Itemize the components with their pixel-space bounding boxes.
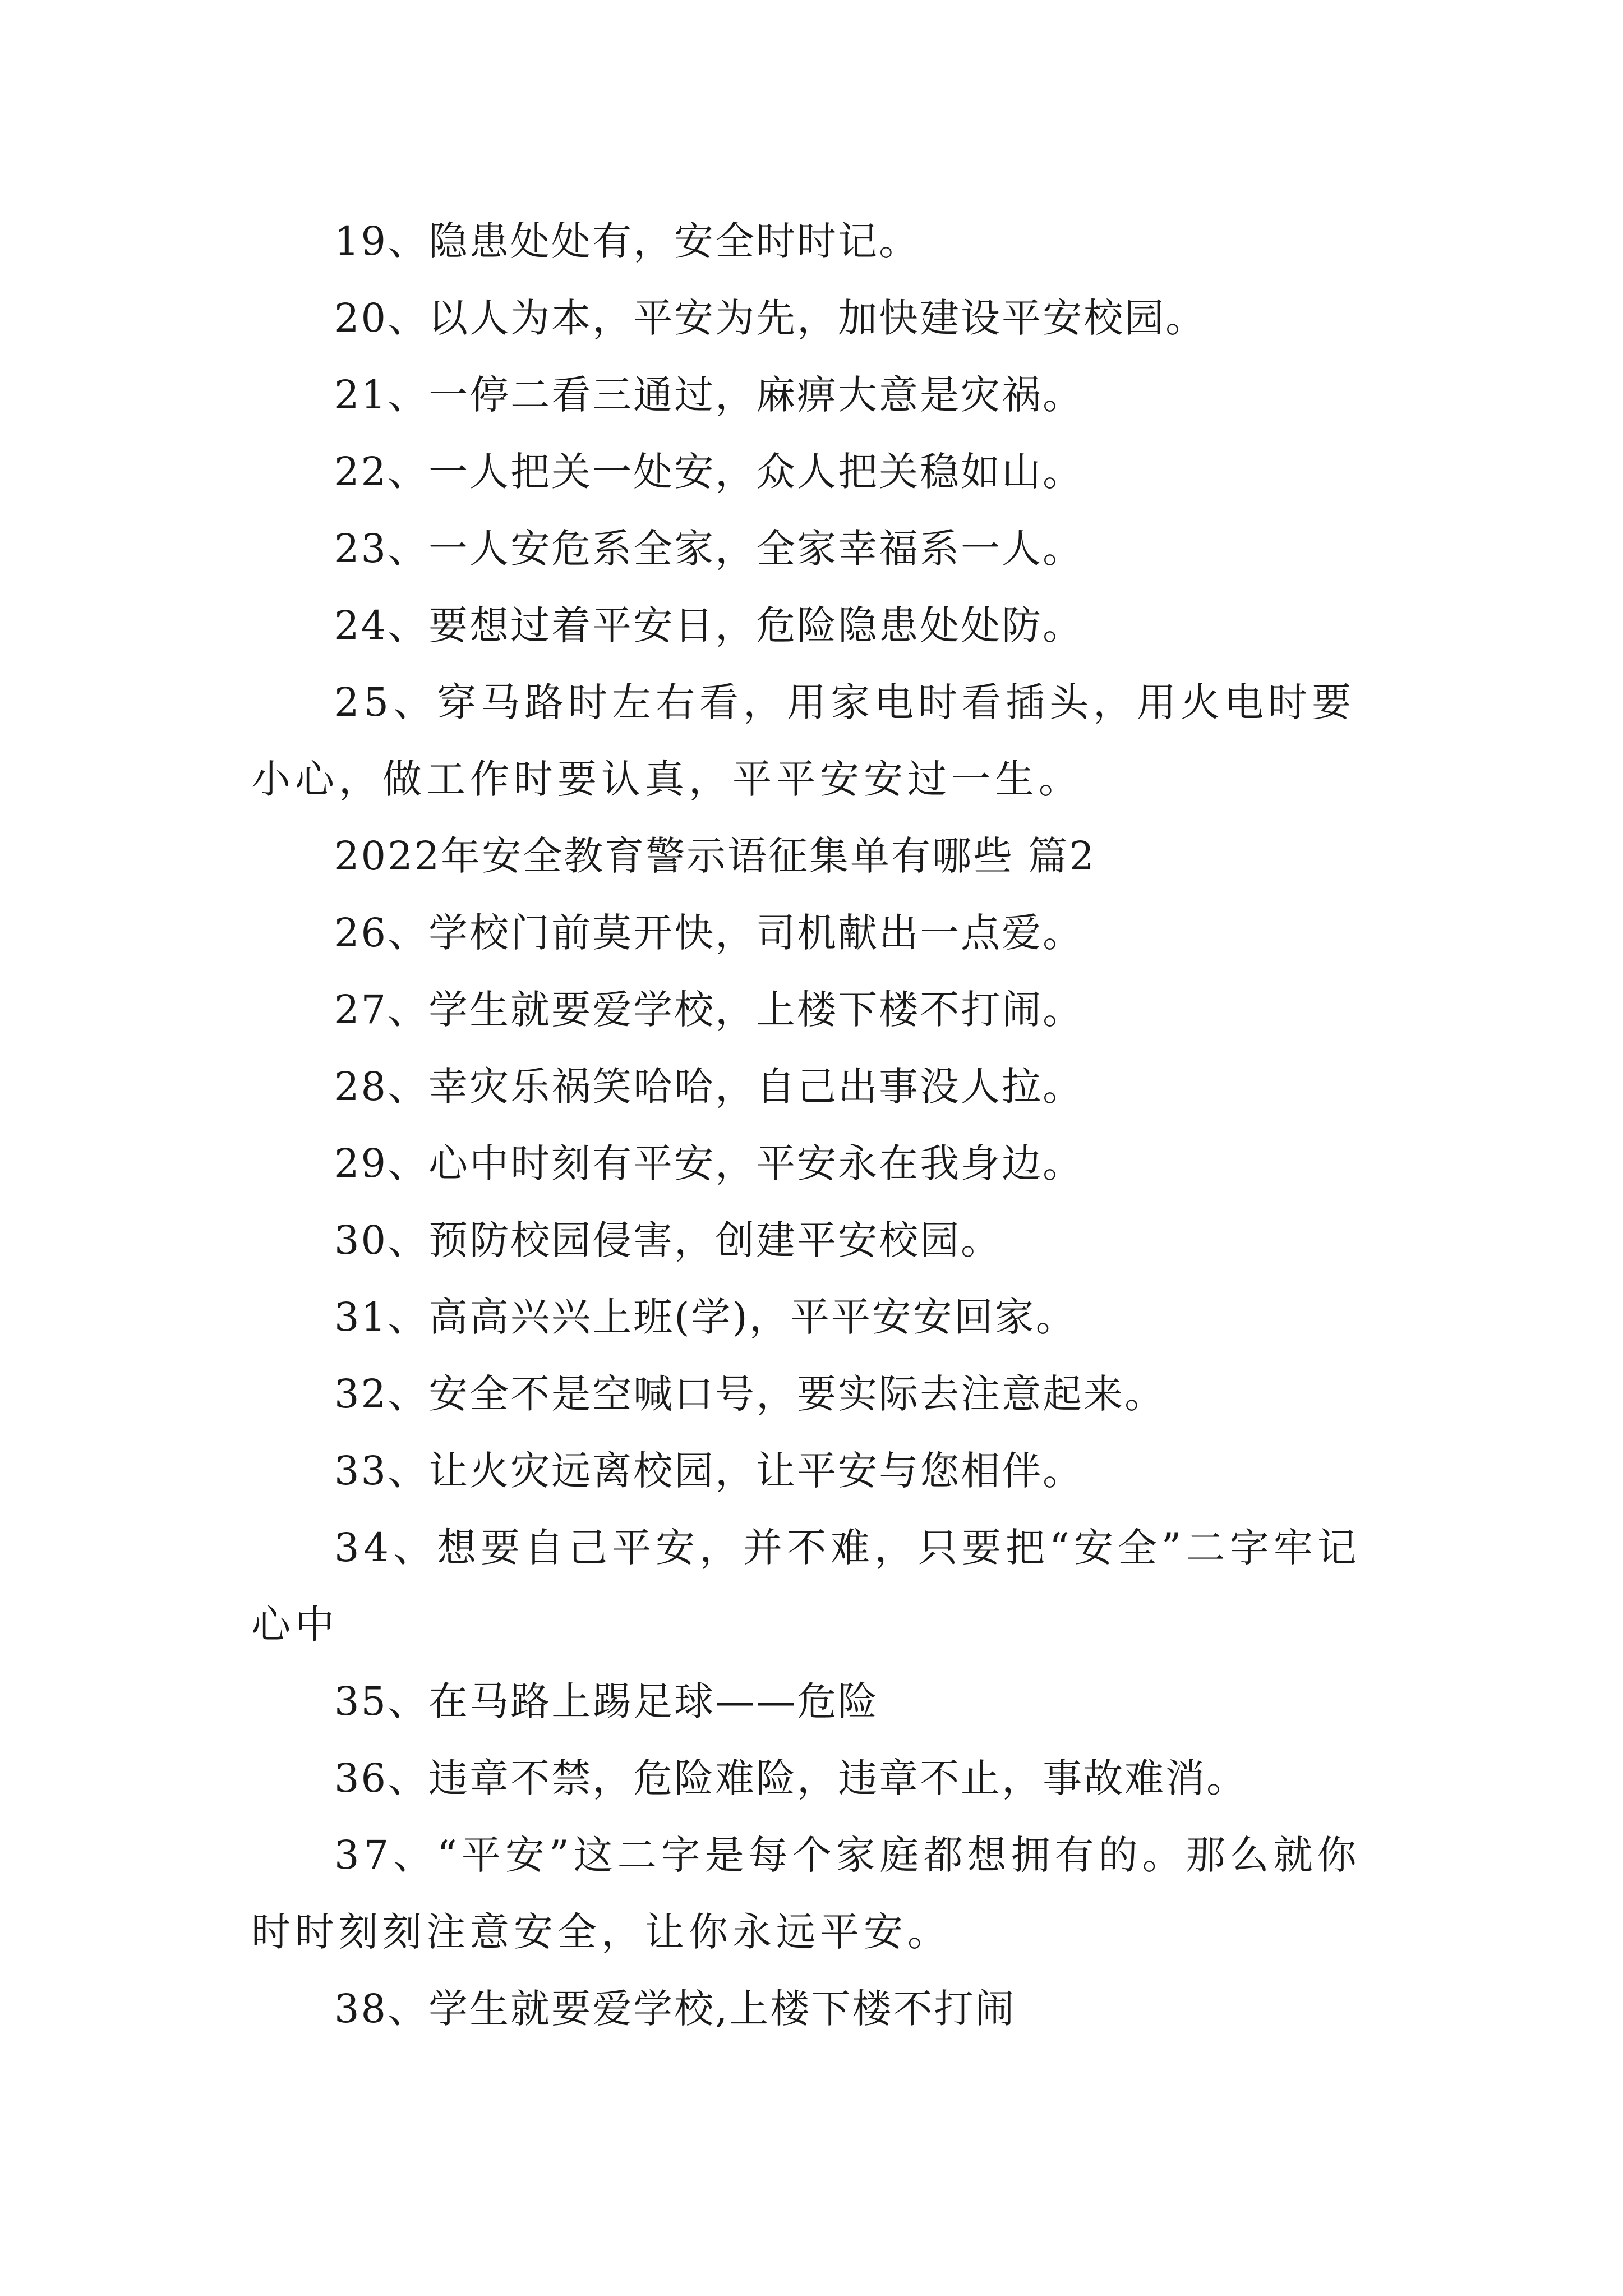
paragraph-24: 24、要想过着平安日，危险隐患处处防。	[334, 602, 1084, 648]
paragraph-28: 28、幸灾乐祸笑哈哈，自己出事没人拉。	[334, 1064, 1084, 1110]
paragraph-38: 38、学生就要爱学校,上楼下楼不打闹	[334, 1986, 1016, 2032]
paragraph-23: 23、一人安危系全家，全家幸福系一人。	[334, 526, 1084, 572]
paragraph-29: 29、心中时刻有平安，平安永在我身边。	[334, 1140, 1084, 1186]
paragraph-26: 26、学校门前莫开快，司机献出一点爱。	[334, 910, 1084, 956]
paragraph-36: 36、违章不禁，危险难险，违章不止，事故难消。	[334, 1755, 1248, 1801]
paragraph-20: 20、以人为本，平安为先，加快建设平安校园。	[334, 295, 1207, 341]
section-heading: 2022年安全教育警示语征集单有哪些 篇2	[334, 833, 1096, 879]
paragraph-19: 19、隐患处处有，安全时时记。	[334, 218, 920, 264]
paragraph-27: 27、学生就要爱学校，上楼下楼不打闹。	[334, 987, 1084, 1033]
paragraph-33: 33、让火灾远离校园，让平安与您相伴。	[334, 1448, 1084, 1494]
paragraph-22: 22、一人把关一处安，众人把关稳如山。	[334, 449, 1084, 495]
paragraph-21: 21、一停二看三通过，麻痹大意是灾祸。	[334, 372, 1084, 418]
paragraph-25: 25、穿马路时左右看，用家电时看插头，用火电时要小心，做工作时要认真，平平安安过一生。	[251, 679, 1356, 802]
paragraph-30: 30、预防校园侵害，创建平安校园。	[334, 1217, 1002, 1263]
document-body	[251, 203, 1378, 2047]
paragraph-31: 31、高高兴兴上班(学)，平平安安回家。	[334, 1294, 1077, 1340]
paragraph-34: 34、想要自己平安，并不难，只要把“安全”二字牢记心中	[251, 1525, 1361, 1648]
paragraph-35: 35、在马路上踢足球——危险	[334, 1678, 879, 1724]
paragraph-37: 37、“平安”这二字是每个家庭都想拥有的。那么就你时时刻刻注意安全，让你永远平安。	[251, 1832, 1361, 1955]
paragraph-32: 32、安全不是空喊口号，要实际去注意起来。	[334, 1371, 1166, 1417]
